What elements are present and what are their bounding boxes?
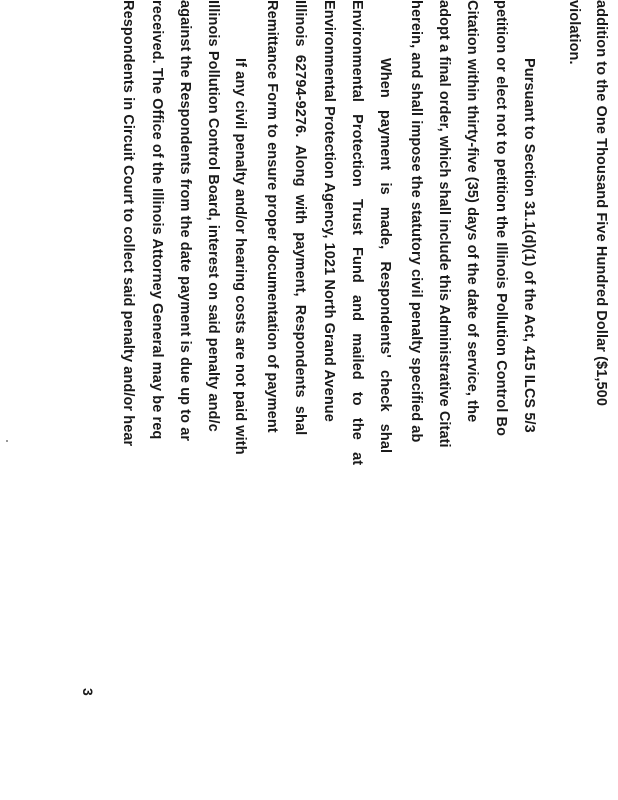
text-line-5: Citation within thirty-five (35) days of the date of service, the [464, 0, 480, 423]
text-line-16: received. The Office of the Illinois Attorney General may be req [149, 0, 165, 440]
scan-speck [6, 440, 8, 442]
text-line-7: herein, and shall impose the statutory civil penalty specified ab [408, 0, 424, 443]
text-line-2: violation. [566, 0, 582, 65]
text-line-8: When payment is made, Respondents' check shal [377, 58, 393, 454]
text-line-9: Environmental Protection Trust Fund and mailed to the at [349, 0, 365, 466]
text-line-3: Pursuant to Section 31.1(d)(1) of the Act, 415 ILCS 5/3 [521, 58, 537, 433]
text-line-4: petition or elect not to petition the Illinois Pollution Control Bo [493, 0, 509, 437]
text-line-13: If any civil penalty and/or hearing costs are not paid with [232, 58, 248, 455]
text-line-15: against the Respondents from the date payment is due up to ar [177, 0, 193, 442]
text-line-12: Remittance Form to ensure proper documentation of payment [264, 0, 280, 433]
text-line-1: addition to the One Thousand Five Hundred Dollar ($1,500 [593, 0, 609, 407]
text-line-6: adopt a final order, which shall include this Administrative Citati [436, 0, 452, 448]
text-line-17: Respondents in Circuit Court to collect said penalty and/or hear [120, 0, 136, 447]
text-line-10: Environmental Protection Agency, 1021 North Grand Avenue [321, 0, 337, 422]
text-line-11: Illinois 62794-9276. Along with payment, Respondents shal [292, 0, 308, 436]
text-line-14: Illinois Pollution Control Board, interest on said penalty and/c [205, 0, 221, 432]
page-number: 3 [80, 688, 96, 696]
